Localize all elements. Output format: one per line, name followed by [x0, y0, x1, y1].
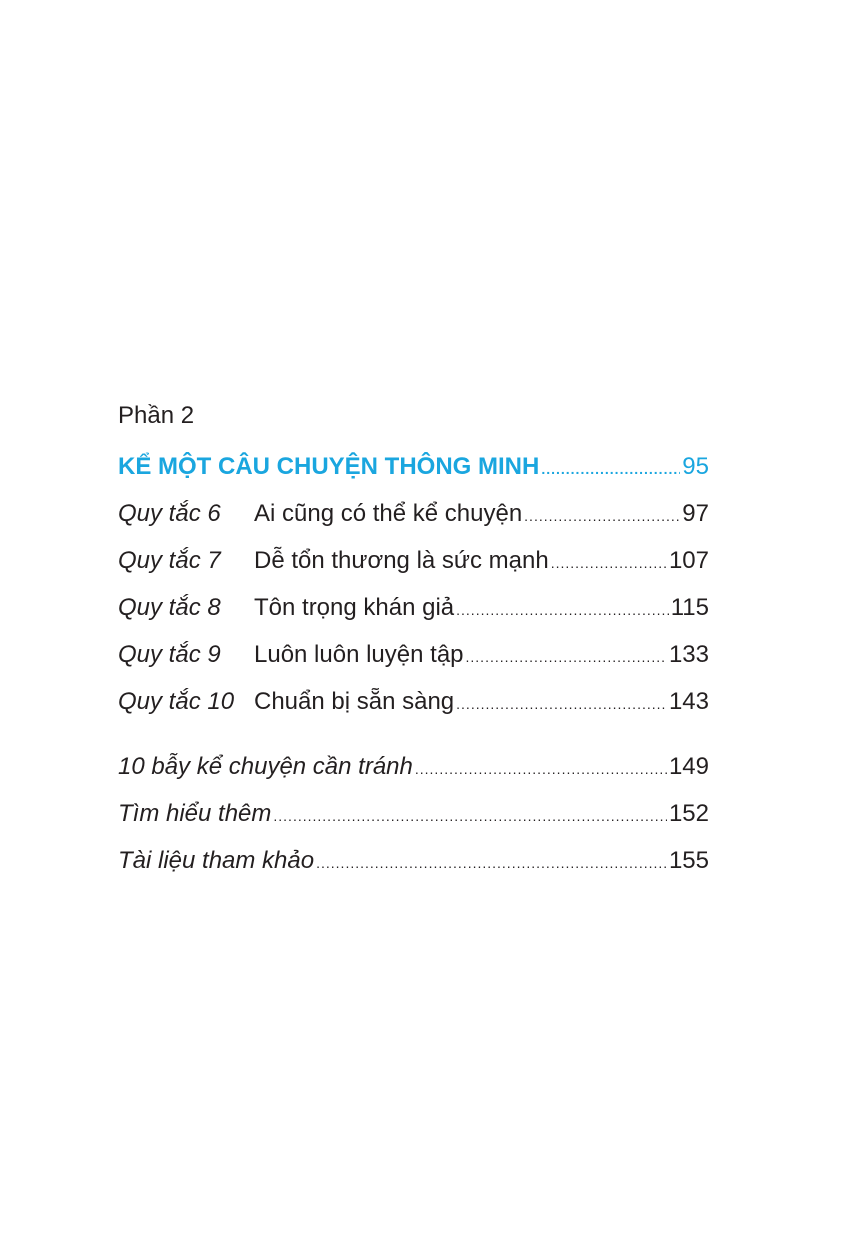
- dot-leader: [273, 793, 667, 840]
- dot-leader: [316, 840, 667, 887]
- page-number: 155: [668, 847, 709, 874]
- page-number: 149: [668, 753, 709, 780]
- toc-entry-rule-6: [118, 490, 709, 537]
- dot-leader: [466, 634, 667, 681]
- toc-entry-traps: [118, 743, 709, 790]
- toc-entry-rule-10: [118, 678, 709, 725]
- rule-title: Dễ tổn thương là sức mạnh: [254, 547, 549, 574]
- page-number: 107: [668, 547, 709, 574]
- entry-title: Tìm hiểu thêm: [118, 800, 272, 827]
- toc-section-heading: [118, 443, 709, 490]
- dot-leader: [456, 587, 669, 634]
- page-number: 115: [670, 594, 709, 621]
- rule-label: Quy tắc 9: [118, 641, 221, 668]
- table-of-contents: [118, 396, 709, 884]
- page-number: 133: [668, 641, 709, 668]
- page-number: 143: [668, 688, 709, 715]
- rule-title: Ai cũng có thể kể chuyện: [254, 500, 523, 527]
- toc-entry-further-reading: [118, 790, 709, 837]
- page-number: 152: [668, 800, 709, 827]
- toc-entry-rule-7: [118, 537, 709, 584]
- rule-label: Quy tắc 7: [118, 547, 221, 574]
- toc-entry-references: [118, 837, 709, 884]
- section-page-number: 95: [682, 453, 709, 480]
- page-number: 97: [682, 500, 709, 527]
- entry-title: 10 bẫy kể chuyện cần tránh: [118, 753, 413, 780]
- dot-leader: [551, 540, 667, 587]
- dot-leader: [524, 493, 680, 540]
- section-title: KỂ MỘT CÂU CHUYỆN THÔNG MINH: [118, 453, 540, 480]
- rule-label: Quy tắc 6: [118, 500, 221, 527]
- rule-title: Tôn trọng khán giả: [254, 594, 455, 621]
- dot-leader: [456, 681, 667, 728]
- rule-title: Luôn luôn luyện tập: [254, 641, 464, 668]
- toc-entry-rule-8: [118, 584, 709, 631]
- rule-label: Quy tắc 10: [118, 688, 235, 715]
- dot-leader: [541, 446, 680, 493]
- toc-entry-rule-9: [118, 631, 709, 678]
- entry-title: Tài liệu tham khảo: [118, 847, 315, 874]
- rule-title: Chuẩn bị sẵn sàng: [254, 688, 455, 715]
- dot-leader: [415, 746, 667, 793]
- part-label: Phần 2: [118, 402, 195, 429]
- rule-label: Quy tắc 8: [118, 594, 221, 621]
